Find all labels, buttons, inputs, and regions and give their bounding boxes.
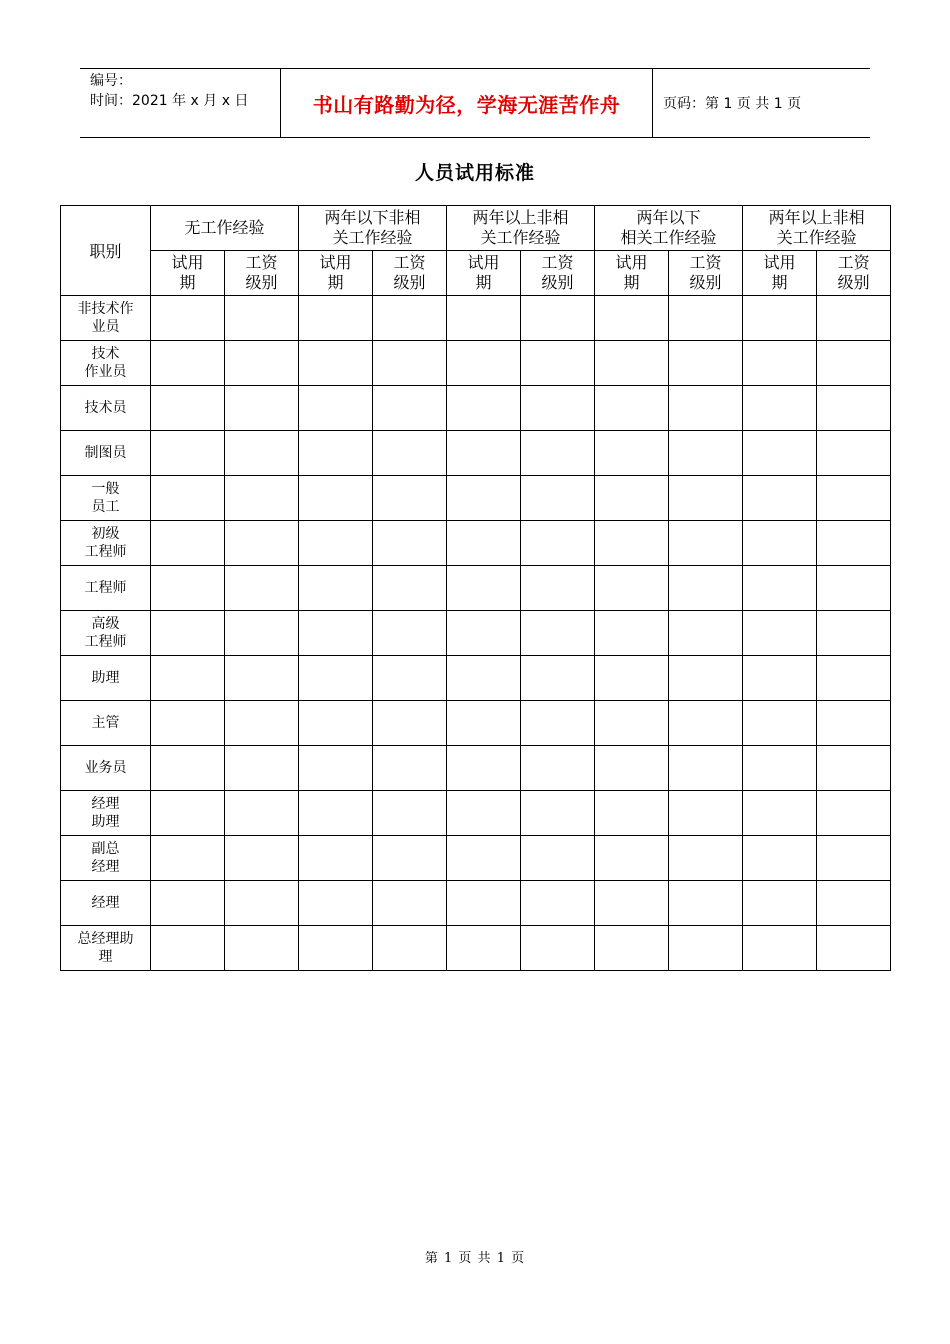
trial-period-cell[interactable] <box>447 791 521 836</box>
trial-period-cell[interactable] <box>151 386 225 431</box>
salary-grade-cell[interactable] <box>817 476 891 521</box>
trial-period-cell[interactable] <box>151 836 225 881</box>
salary-grade-cell[interactable] <box>225 881 299 926</box>
salary-grade-cell[interactable] <box>669 431 743 476</box>
salary-grade-cell[interactable] <box>373 566 447 611</box>
role-label: 经理 助理 <box>61 791 151 836</box>
salary-grade-cell[interactable] <box>817 386 891 431</box>
table-row <box>61 521 891 566</box>
table-row <box>61 296 891 341</box>
salary-grade-cell[interactable] <box>225 341 299 386</box>
trial-period-cell[interactable] <box>595 611 669 656</box>
trial-period-cell[interactable] <box>447 476 521 521</box>
trial-period-cell[interactable] <box>299 296 373 341</box>
salary-grade-cell[interactable] <box>669 836 743 881</box>
trial-period-cell[interactable] <box>743 611 817 656</box>
salary-grade-cell[interactable] <box>521 746 595 791</box>
salary-grade-cell[interactable] <box>373 341 447 386</box>
trial-period-cell[interactable] <box>151 881 225 926</box>
trial-period-cell[interactable] <box>151 611 225 656</box>
salary-grade-cell[interactable] <box>669 746 743 791</box>
trial-period-cell[interactable] <box>299 386 373 431</box>
document-date-label: 时间：2021 年 x 月 x 日 <box>90 93 249 109</box>
trial-period-cell[interactable] <box>299 431 373 476</box>
trial-period-cell[interactable] <box>151 701 225 746</box>
salary-grade-cell[interactable] <box>521 881 595 926</box>
trial-period-cell[interactable] <box>743 746 817 791</box>
salary-grade-cell[interactable] <box>521 656 595 701</box>
category-header: 两年以下 相关工作经验 <box>595 206 743 251</box>
document-number-label: 编号： <box>90 73 132 89</box>
role-label: 业务员 <box>61 746 151 791</box>
salary-grade-cell[interactable] <box>521 476 595 521</box>
salary-grade-cell[interactable] <box>669 656 743 701</box>
trial-period-cell[interactable] <box>743 881 817 926</box>
trial-period-cell[interactable] <box>743 521 817 566</box>
table-row <box>61 476 891 521</box>
trial-period-cell[interactable] <box>595 566 669 611</box>
salary-grade-cell[interactable] <box>373 746 447 791</box>
salary-grade-cell[interactable] <box>225 386 299 431</box>
salary-grade-cell[interactable] <box>373 791 447 836</box>
table-row <box>61 926 891 971</box>
trial-period-cell[interactable] <box>743 566 817 611</box>
trial-period-cell[interactable] <box>299 566 373 611</box>
trial-period-cell[interactable] <box>299 341 373 386</box>
trial-period-cell[interactable] <box>595 791 669 836</box>
trial-period-cell[interactable] <box>151 746 225 791</box>
salary-grade-cell[interactable] <box>225 701 299 746</box>
salary-grade-cell[interactable] <box>817 611 891 656</box>
role-label: 助理 <box>61 656 151 701</box>
trial-period-cell[interactable] <box>595 701 669 746</box>
salary-grade-cell[interactable] <box>521 341 595 386</box>
role-label: 主管 <box>61 701 151 746</box>
trial-period-cell[interactable] <box>447 431 521 476</box>
salary-grade-cell[interactable] <box>225 611 299 656</box>
salary-grade-cell[interactable] <box>225 431 299 476</box>
document-title: 人员试用标准 <box>414 162 535 184</box>
trial-period-cell[interactable] <box>743 701 817 746</box>
trial-period-cell[interactable] <box>299 611 373 656</box>
salary-grade-cell[interactable] <box>521 296 595 341</box>
trial-period-cell[interactable] <box>595 881 669 926</box>
trial-period-cell[interactable] <box>299 926 373 971</box>
trial-period-cell[interactable] <box>151 521 225 566</box>
table-row <box>61 656 891 701</box>
salary-grade-cell[interactable] <box>373 926 447 971</box>
role-label: 技术员 <box>61 386 151 431</box>
salary-grade-cell[interactable] <box>521 791 595 836</box>
role-label: 初级 工程师 <box>61 521 151 566</box>
salary-grade-cell[interactable] <box>817 566 891 611</box>
salary-grade-cell[interactable] <box>817 881 891 926</box>
header-motto: 书山有路勤为径，学海无涯苦作舟 <box>281 69 653 137</box>
page-header <box>80 68 870 138</box>
salary-grade-header: 工资 级别 <box>817 251 891 296</box>
trial-period-cell[interactable] <box>151 566 225 611</box>
trial-period-cell[interactable] <box>447 566 521 611</box>
table-row <box>61 881 891 926</box>
trial-period-cell[interactable] <box>447 881 521 926</box>
trial-period-header: 试用 期 <box>447 251 521 296</box>
trial-period-cell[interactable] <box>299 476 373 521</box>
trial-period-cell[interactable] <box>743 296 817 341</box>
trial-period-cell[interactable] <box>595 341 669 386</box>
salary-grade-cell[interactable] <box>817 791 891 836</box>
trial-period-cell[interactable] <box>299 791 373 836</box>
trial-period-cell[interactable] <box>743 431 817 476</box>
sub-header-row <box>61 251 891 296</box>
salary-grade-cell[interactable] <box>521 431 595 476</box>
role-label: 高级 工程师 <box>61 611 151 656</box>
trial-period-cell[interactable] <box>595 656 669 701</box>
trial-period-cell[interactable] <box>447 296 521 341</box>
salary-grade-cell[interactable] <box>373 701 447 746</box>
salary-grade-cell[interactable] <box>373 656 447 701</box>
trial-period-cell[interactable] <box>151 926 225 971</box>
salary-grade-cell[interactable] <box>521 386 595 431</box>
salary-grade-cell[interactable] <box>521 611 595 656</box>
salary-grade-cell[interactable] <box>669 566 743 611</box>
trial-period-cell[interactable] <box>595 476 669 521</box>
trial-period-cell[interactable] <box>447 521 521 566</box>
salary-grade-cell[interactable] <box>225 521 299 566</box>
table-row <box>61 701 891 746</box>
role-rows <box>61 296 891 971</box>
trial-period-cell[interactable] <box>299 836 373 881</box>
trial-period-header: 试用 期 <box>743 251 817 296</box>
salary-grade-cell[interactable] <box>817 746 891 791</box>
table-row <box>61 836 891 881</box>
role-label: 一般 员工 <box>61 476 151 521</box>
header-page-info: 页码：第 1 页 共 1 页 <box>663 96 802 112</box>
salary-grade-cell[interactable] <box>817 701 891 746</box>
salary-grade-cell[interactable] <box>521 566 595 611</box>
trial-period-cell[interactable] <box>151 341 225 386</box>
salary-grade-cell[interactable] <box>817 656 891 701</box>
role-label: 非技术作 业员 <box>61 296 151 341</box>
trial-period-cell[interactable] <box>299 746 373 791</box>
trial-period-cell[interactable] <box>595 926 669 971</box>
salary-grade-cell[interactable] <box>817 926 891 971</box>
salary-grade-cell[interactable] <box>521 926 595 971</box>
salary-grade-cell[interactable] <box>817 521 891 566</box>
table-row <box>61 746 891 791</box>
table-row <box>61 386 891 431</box>
table-row <box>61 341 891 386</box>
role-label: 技术 作业员 <box>61 341 151 386</box>
role-label: 制图员 <box>61 431 151 476</box>
salary-grade-header: 工资 级别 <box>225 251 299 296</box>
trial-period-cell[interactable] <box>299 656 373 701</box>
salary-grade-header: 工资 级别 <box>373 251 447 296</box>
trial-period-cell[interactable] <box>743 476 817 521</box>
salary-grade-cell[interactable] <box>669 881 743 926</box>
trial-period-cell[interactable] <box>595 521 669 566</box>
trial-period-cell[interactable] <box>595 386 669 431</box>
salary-grade-cell[interactable] <box>817 431 891 476</box>
trial-period-cell[interactable] <box>447 656 521 701</box>
salary-grade-cell[interactable] <box>225 566 299 611</box>
role-label: 工程师 <box>61 566 151 611</box>
salary-grade-cell[interactable] <box>817 836 891 881</box>
salary-grade-cell[interactable] <box>669 341 743 386</box>
salary-grade-cell[interactable] <box>669 476 743 521</box>
salary-grade-cell[interactable] <box>521 836 595 881</box>
salary-grade-cell[interactable] <box>373 476 447 521</box>
salary-grade-cell[interactable] <box>669 611 743 656</box>
trial-period-cell[interactable] <box>447 836 521 881</box>
trial-period-cell[interactable] <box>151 476 225 521</box>
trial-period-cell[interactable] <box>447 926 521 971</box>
trial-period-cell[interactable] <box>595 746 669 791</box>
probation-standard-table <box>60 205 891 971</box>
trial-period-cell[interactable] <box>743 926 817 971</box>
trial-period-cell[interactable] <box>743 341 817 386</box>
table-row <box>61 791 891 836</box>
salary-grade-cell[interactable] <box>373 521 447 566</box>
trial-period-cell[interactable] <box>743 386 817 431</box>
salary-grade-cell[interactable] <box>373 296 447 341</box>
trial-period-cell[interactable] <box>151 296 225 341</box>
trial-period-cell[interactable] <box>743 836 817 881</box>
trial-period-header: 试用 期 <box>595 251 669 296</box>
category-header: 两年以下非相 关工作经验 <box>299 206 447 251</box>
salary-grade-cell[interactable] <box>225 791 299 836</box>
trial-period-cell[interactable] <box>299 881 373 926</box>
salary-grade-cell[interactable] <box>669 521 743 566</box>
salary-grade-cell[interactable] <box>225 836 299 881</box>
salary-grade-cell[interactable] <box>373 881 447 926</box>
trial-period-cell[interactable] <box>447 746 521 791</box>
table-row <box>61 611 891 656</box>
category-header: 两年以上非相 关工作经验 <box>447 206 595 251</box>
trial-period-cell[interactable] <box>447 611 521 656</box>
header-meta <box>80 69 281 137</box>
trial-period-cell[interactable] <box>447 341 521 386</box>
salary-grade-cell[interactable] <box>521 701 595 746</box>
salary-grade-cell[interactable] <box>817 296 891 341</box>
trial-period-cell[interactable] <box>595 836 669 881</box>
salary-grade-cell[interactable] <box>225 926 299 971</box>
salary-grade-cell[interactable] <box>669 701 743 746</box>
role-label: 总经理助 理 <box>61 926 151 971</box>
trial-period-cell[interactable] <box>299 521 373 566</box>
salary-grade-cell[interactable] <box>225 296 299 341</box>
trial-period-cell[interactable] <box>151 656 225 701</box>
trial-period-cell[interactable] <box>151 791 225 836</box>
salary-grade-cell[interactable] <box>669 296 743 341</box>
trial-period-cell[interactable] <box>743 791 817 836</box>
salary-grade-cell[interactable] <box>225 746 299 791</box>
salary-grade-cell[interactable] <box>669 386 743 431</box>
salary-grade-cell[interactable] <box>817 341 891 386</box>
salary-grade-cell[interactable] <box>373 836 447 881</box>
salary-grade-cell[interactable] <box>373 431 447 476</box>
category-header: 两年以上非相 关工作经验 <box>743 206 891 251</box>
table-row <box>61 566 891 611</box>
role-column-header: 职别 <box>61 206 151 296</box>
trial-period-cell[interactable] <box>447 701 521 746</box>
trial-period-cell[interactable] <box>151 431 225 476</box>
trial-period-cell[interactable] <box>447 386 521 431</box>
salary-grade-cell[interactable] <box>373 386 447 431</box>
salary-grade-cell[interactable] <box>669 926 743 971</box>
trial-period-cell[interactable] <box>299 701 373 746</box>
trial-period-cell[interactable] <box>743 656 817 701</box>
salary-grade-cell[interactable] <box>225 656 299 701</box>
trial-period-cell[interactable] <box>595 296 669 341</box>
category-header-row <box>61 206 891 251</box>
salary-grade-header: 工资 级别 <box>521 251 595 296</box>
salary-grade-cell[interactable] <box>373 611 447 656</box>
trial-period-header: 试用 期 <box>151 251 225 296</box>
page-footer: 第 1 页 共 1 页 <box>424 1251 526 1266</box>
salary-grade-cell[interactable] <box>225 476 299 521</box>
salary-grade-header: 工资 级别 <box>669 251 743 296</box>
trial-period-cell[interactable] <box>595 431 669 476</box>
category-header: 无工作经验 <box>151 206 299 251</box>
role-label: 经理 <box>61 881 151 926</box>
trial-period-header: 试用 期 <box>299 251 373 296</box>
role-label: 副总 经理 <box>61 836 151 881</box>
salary-grade-cell[interactable] <box>669 791 743 836</box>
salary-grade-cell[interactable] <box>521 521 595 566</box>
table-row <box>61 431 891 476</box>
